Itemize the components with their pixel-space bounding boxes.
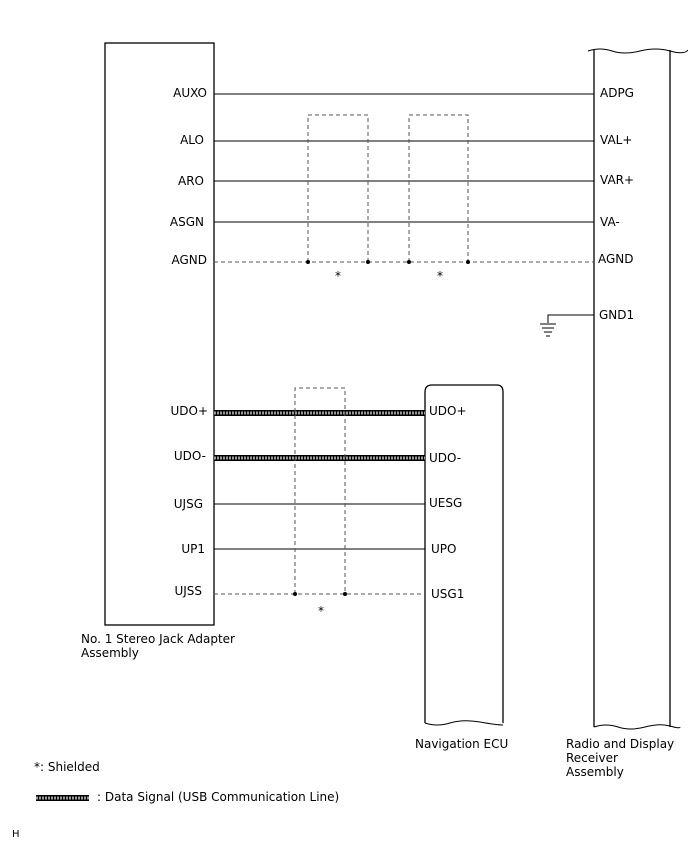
pin-label: UDO- <box>429 451 462 465</box>
pin-label: UJSG <box>173 497 203 511</box>
pin-label: VAR+ <box>600 173 635 187</box>
pin-label: UJSS <box>174 584 202 598</box>
ground-icon <box>540 324 556 336</box>
shield-marker-analog-1: * <box>335 269 341 283</box>
shield-junction-dot <box>407 260 411 264</box>
shield-junction-dot <box>293 592 297 596</box>
pin-label: VAL+ <box>600 133 633 147</box>
legend-data-signal: : Data Signal (USB Communication Line) <box>97 790 340 804</box>
pin-label: UDO- <box>173 449 206 463</box>
pin-label: ALO <box>180 133 204 147</box>
pin-label: UP1 <box>181 542 205 556</box>
shield-junction-dot <box>343 592 347 596</box>
footer-code: H <box>12 829 20 840</box>
radio-receiver-wavy-top <box>588 49 688 53</box>
pin-label: UDO+ <box>170 404 208 418</box>
shield-usb <box>295 388 345 594</box>
navigation-ecu-wavy-edge <box>425 721 503 725</box>
pin-label: UPO <box>431 542 457 556</box>
component-name-stereo-jack: No. 1 Stereo Jack Adapter <box>81 632 235 646</box>
component-name-radio-receiver-2: Receiver <box>566 751 618 765</box>
pin-label: AUXO <box>173 86 207 100</box>
shield-analog-1 <box>308 115 368 262</box>
pin-label: VA- <box>600 215 620 229</box>
pin-label: ADPG <box>600 86 634 100</box>
shield-junction-dot <box>366 260 370 264</box>
shield-analog-2 <box>409 115 468 262</box>
shield-marker-analog-2: * <box>437 269 443 283</box>
pin-label: AGND <box>598 252 634 266</box>
pin-label: AGND <box>171 253 207 267</box>
pin-label: ASGN <box>169 215 204 229</box>
component-name-radio-receiver: Radio and Display <box>566 737 675 751</box>
shield-junction-dot <box>306 260 310 264</box>
pin-label: UESG <box>429 496 463 510</box>
shield-marker-usb: * <box>318 604 324 618</box>
pin-label: GND1 <box>599 308 635 322</box>
pin-label: ARO <box>178 174 204 188</box>
component-name-radio-receiver-3: Assembly <box>566 765 624 779</box>
component-name-stereo-jack-2: Assembly <box>81 646 139 660</box>
ground-wire <box>548 315 594 323</box>
stereo-jack-box <box>105 43 214 625</box>
pin-label: UDO+ <box>429 404 467 418</box>
component-name-navigation-ecu: Navigation ECU <box>415 737 509 751</box>
shield-junction-dot <box>466 260 470 264</box>
radio-receiver-box <box>594 50 670 727</box>
radio-receiver-wavy-bottom <box>594 725 680 729</box>
pin-label: USG1 <box>431 587 465 601</box>
legend-shielded: *: Shielded <box>34 760 100 774</box>
